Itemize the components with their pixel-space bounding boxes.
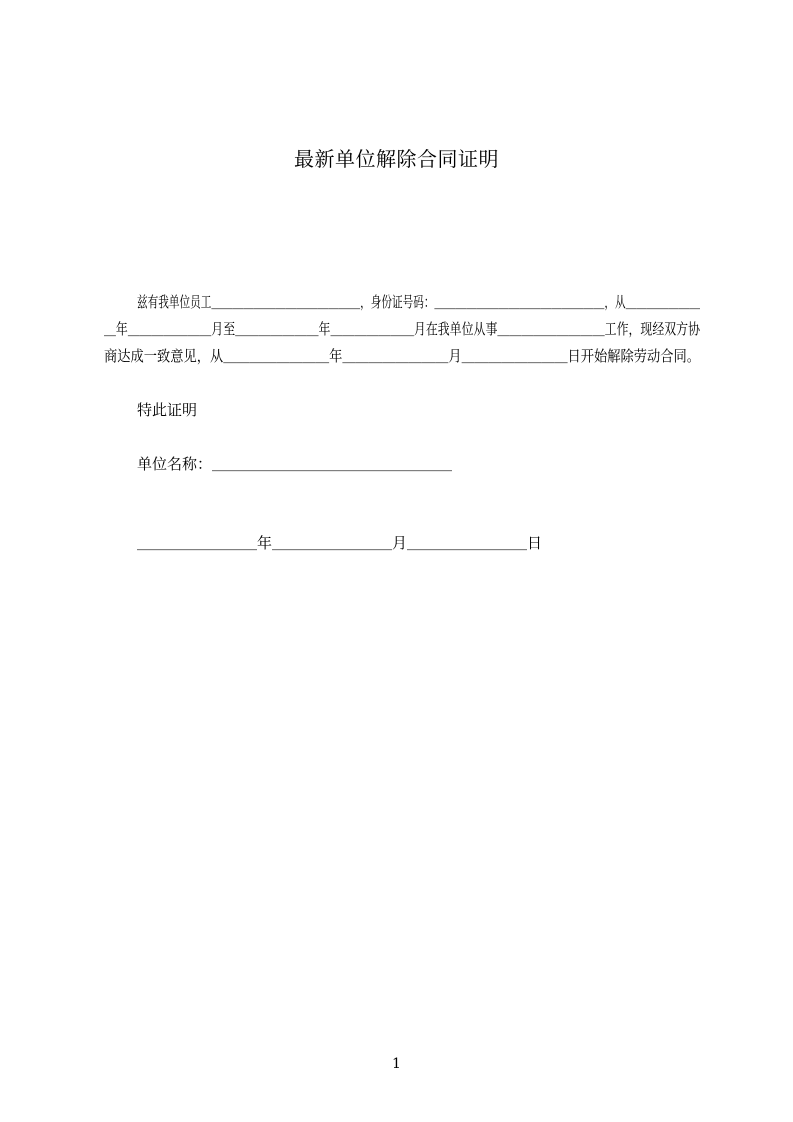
page-number: 1: [392, 1056, 401, 1072]
unit-name-field: 单位名称：＿＿＿＿＿＿＿＿＿＿＿＿＿＿＿＿: [137, 455, 453, 473]
document-title: 最新单位解除合同证明: [294, 147, 499, 171]
body-paragraph-line-1: 兹有我单位员工＿＿＿＿＿＿＿＿＿＿＿＿＿＿，身份证号码：＿＿＿＿＿＿＿＿＿＿＿＿＿＿＿＿，从＿＿＿＿＿＿＿: [137, 293, 701, 311]
body-paragraph-line-2: ＿年＿＿＿＿＿＿＿月至＿＿＿＿＿＿＿年＿＿＿＿＿＿＿月在我单位从事＿＿＿＿＿＿＿＿＿工作，现经双方协: [104, 320, 701, 338]
body-paragraph-line-3: 商达成一致意见，从＿＿＿＿＿＿＿＿年＿＿＿＿＿＿＿＿月＿＿＿＿＿＿＿＿日开始解除劳动合同。: [104, 347, 701, 365]
closing-statement: 特此证明: [137, 401, 198, 419]
date-field: ＿＿＿＿＿＿＿＿年＿＿＿＿＿＿＿＿月＿＿＿＿＿＿＿＿日: [137, 534, 543, 552]
